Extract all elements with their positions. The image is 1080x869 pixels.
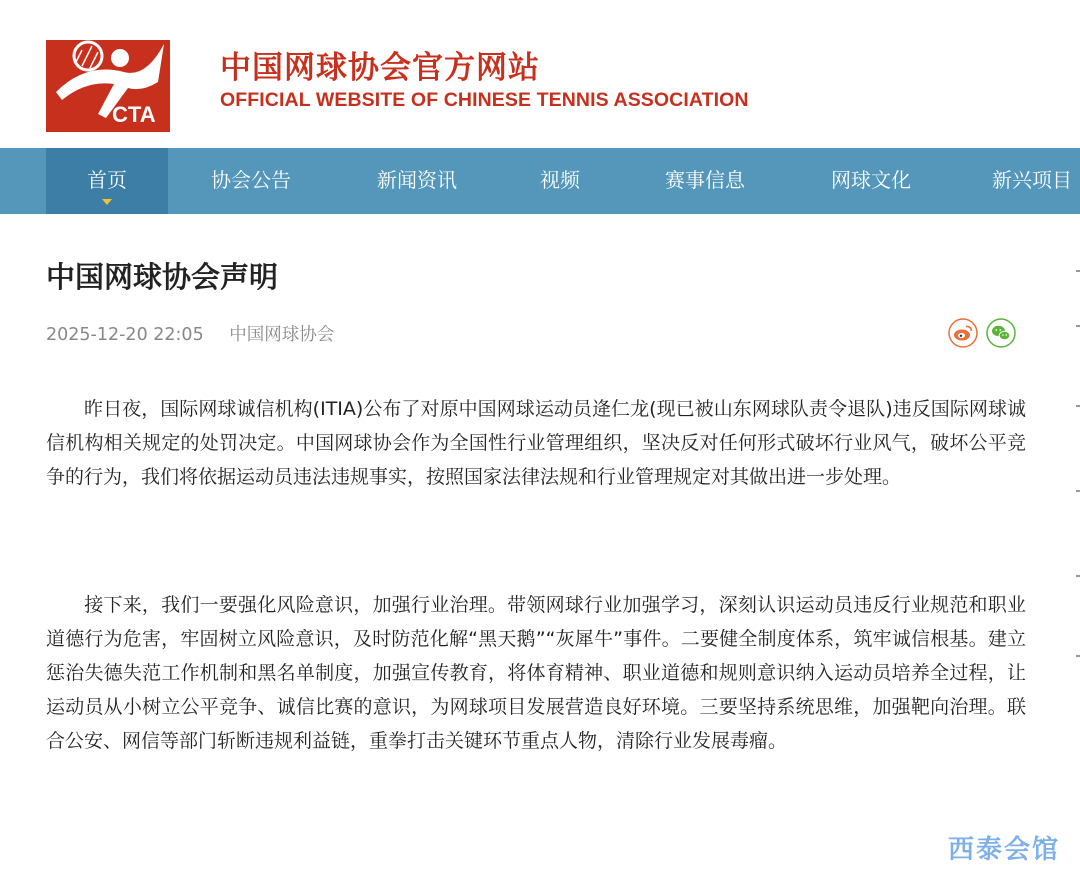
main-nav [0, 148, 1080, 214]
nav-item-label: 协会公告 [211, 168, 291, 192]
nav-item-label: 赛事信息 [665, 168, 745, 192]
nav-item-events[interactable] [640, 148, 770, 214]
wechat-icon[interactable] [986, 318, 1016, 348]
article-meta [46, 321, 334, 346]
article-paragraph: 昨日夜，国际网球诚信机构(ITIA)公布了对原中国网球运动员逄仁龙(现已被山东网球队责令退队)违反国际网球诚信机构相关规定的处罚决定。中国网球协会作为全国性行业管理组织，坚决反对任何形式破坏行业风气，破坏公平竞争的行为，我们将依据运动员违法违规事实，按照国家法律法规和行业管理规定对其做出进一步处理。 [46, 398, 1026, 488]
cta-logo-icon[interactable] [46, 22, 170, 132]
nav-item-label: 新闻资讯 [377, 168, 457, 192]
logo-text: CTA [112, 102, 156, 127]
nav-item-news[interactable] [352, 148, 482, 214]
site-title-en: OFFICIAL WEBSITE OF CHINESE TENNIS ASSOCIATION [220, 89, 749, 111]
nav-item-label: 新兴项目 [992, 168, 1072, 192]
nav-item-video[interactable] [510, 148, 610, 214]
nav-item-home[interactable] [46, 148, 168, 214]
weibo-icon[interactable] [948, 318, 978, 348]
scroll-edge-marks [1074, 0, 1080, 869]
site-title-cn: 中国网球协会官方网站 [220, 50, 540, 86]
article-source: 中国网球协会 [229, 325, 335, 345]
active-caret-icon [102, 199, 112, 205]
site-header [0, 0, 1080, 148]
nav-item-label: 首页 [87, 168, 127, 192]
article-paragraph: 接下来，我们一要强化风险意识，加强行业治理。带领网球行业加强学习，深刻认识运动员违反行业规范和职业道德行为危害，牢固树立风险意识，及时防范化解“黑天鹅”“灰犀牛”事件。二要健全制度体系，筑牢诚信根基。建立惩治失德失范工作机制和黑名单制度，加强宣传教育，将体育精神、职业道德和规则意识纳入运动员培养全过程，让运动员从小树立公平竞争、诚信比赛的意识，为网球项目发展营造良好环境。三要坚持系统思维，加强靶向治理。联合公安、网信等部门斩断违规利益链，重拳打击关键环节重点人物，清除行业发展毒瘤。 [46, 594, 1026, 752]
nav-item-emerging[interactable] [972, 148, 1080, 214]
nav-item-announcements[interactable] [186, 148, 316, 214]
article-title: 中国网球协会声明 [46, 260, 279, 294]
watermark: 西泰会馆 [948, 835, 1061, 865]
nav-item-label: 网球文化 [831, 168, 911, 192]
publish-datetime: 2025-12-20 22:05 [46, 325, 204, 345]
nav-item-label: 视频 [540, 168, 580, 192]
nav-item-culture[interactable] [806, 148, 936, 214]
